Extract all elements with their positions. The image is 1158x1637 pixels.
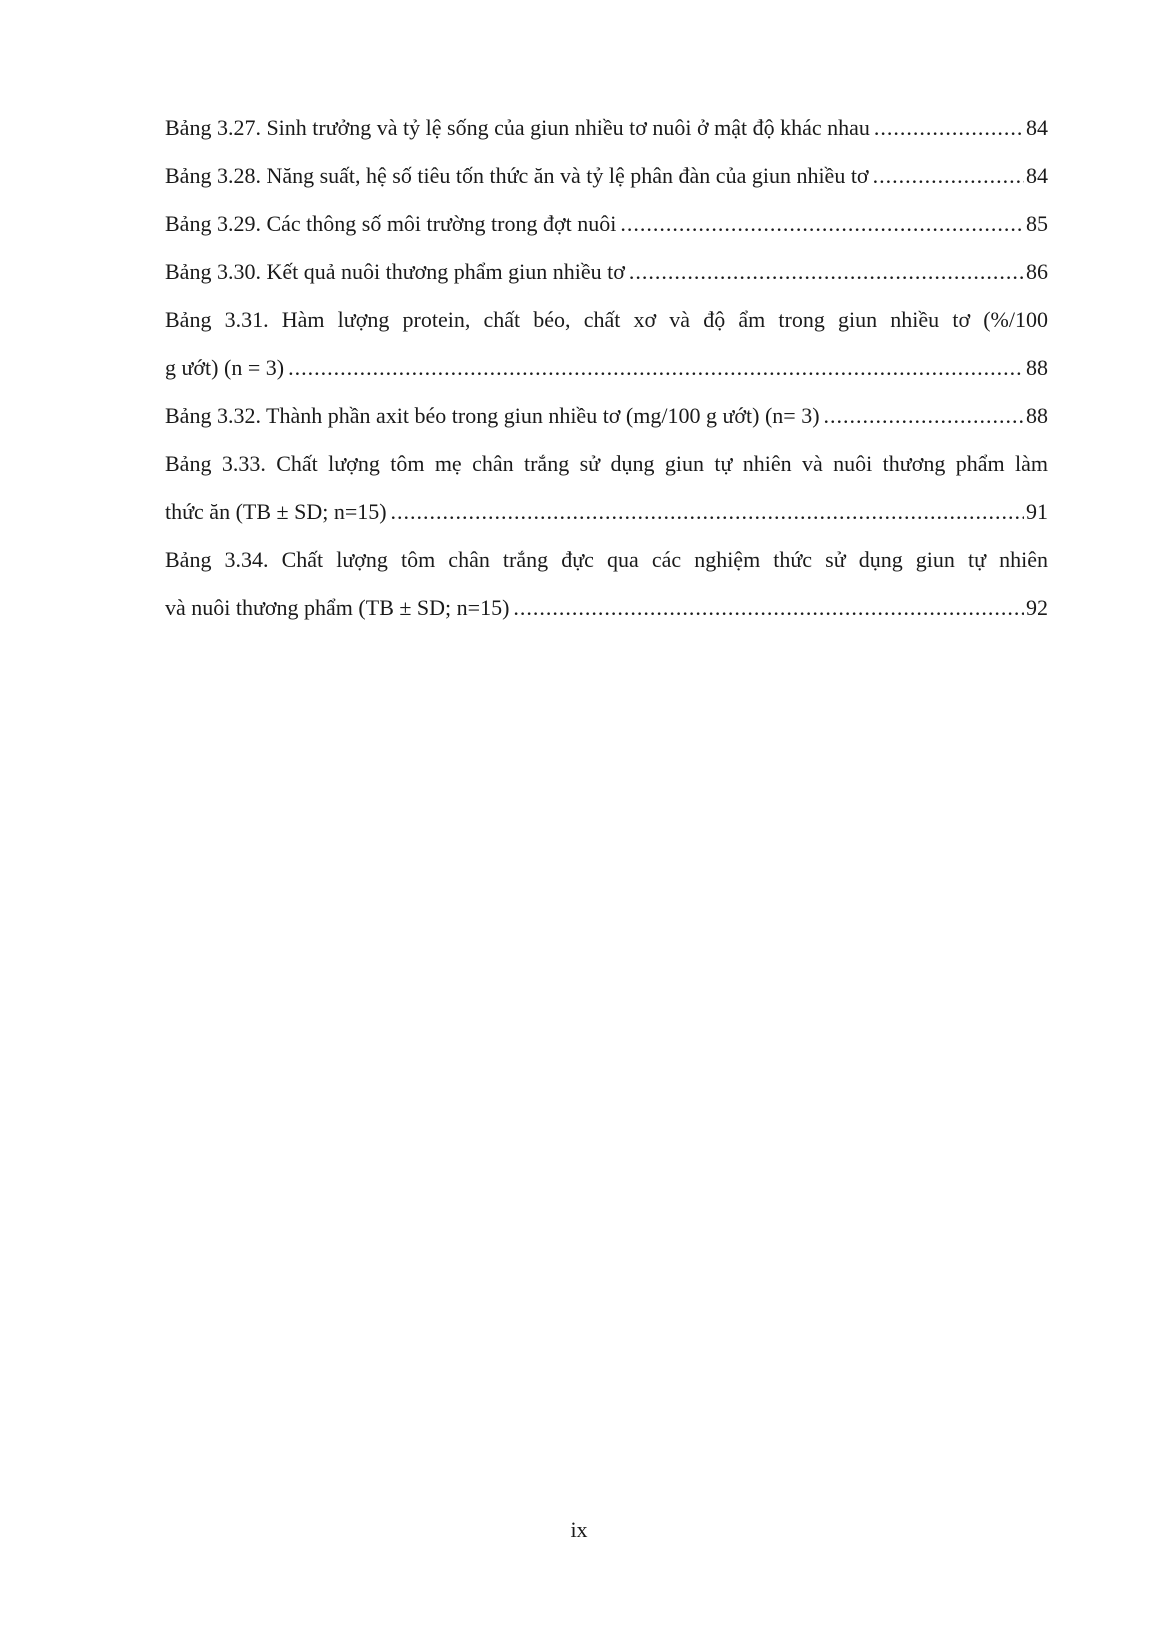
toc-entry-line (165, 248, 1048, 296)
toc-entry-title: Bảng 3.32. Thành phần axit béo trong giun nhiều tơ (mg/100 g ướt) (n= 3) (165, 403, 820, 428)
toc-entry-3-32[interactable] (165, 392, 1048, 440)
toc-entry-line (165, 584, 1048, 632)
list-of-tables (165, 104, 1048, 632)
toc-entry-3-33[interactable] (165, 440, 1048, 536)
toc-entry-3-28[interactable] (165, 152, 1048, 200)
toc-entry-page: 88 (1026, 403, 1048, 428)
dot-leader (620, 200, 1024, 248)
toc-entry-page: 91 (1026, 499, 1048, 524)
page-number: ix (570, 1517, 588, 1542)
toc-entry-title-line2: g ướt) (n = 3) (165, 355, 285, 380)
toc-entry-3-29[interactable] (165, 200, 1048, 248)
toc-entry-title-line2: và nuôi thương phẩm (TB ± SD; n=15) (165, 595, 510, 620)
toc-entry-line (165, 344, 1048, 392)
toc-entry-line (165, 152, 1048, 200)
toc-entry-3-30[interactable] (165, 248, 1048, 296)
toc-entry-page: 88 (1026, 355, 1048, 380)
toc-entry-line (165, 104, 1048, 152)
dot-leader (873, 152, 1024, 200)
dot-leader (513, 584, 1024, 632)
toc-entry-title-line1: Bảng 3.33. Chất lượng tôm mẹ chân trắng sử dụng giun tự nhiên và nuôi thương phẩm làm (165, 451, 1048, 476)
toc-entry-page: 92 (1026, 595, 1048, 620)
toc-entry-line (165, 488, 1048, 536)
toc-entry-page: 86 (1026, 259, 1048, 284)
toc-entry-title: Bảng 3.27. Sinh trưởng và tỷ lệ sống của giun nhiều tơ nuôi ở mật độ khác nhau (165, 115, 870, 140)
toc-entry-title-line1: Bảng 3.34. Chất lượng tôm chân trắng đực qua các nghiệm thức sử dụng giun tự nhiên (165, 547, 1048, 572)
toc-entry-page: 85 (1026, 211, 1048, 236)
toc-entry-3-34[interactable] (165, 536, 1048, 632)
toc-entry-title: Bảng 3.30. Kết quả nuôi thương phẩm giun nhiều tơ (165, 259, 625, 284)
toc-entry-page: 84 (1026, 163, 1048, 188)
dot-leader (629, 248, 1024, 296)
dot-leader (874, 104, 1024, 152)
toc-entry-line (165, 200, 1048, 248)
dot-leader (824, 392, 1024, 440)
toc-entry-title-line2: thức ăn (TB ± SD; n=15) (165, 499, 387, 524)
toc-entry-3-31[interactable] (165, 296, 1048, 392)
toc-entry-page: 84 (1026, 115, 1048, 140)
toc-entry-3-27[interactable] (165, 104, 1048, 152)
toc-entry-title-line1: Bảng 3.31. Hàm lượng protein, chất béo, chất xơ và độ ẩm trong giun nhiều tơ (%/100 (165, 307, 1048, 332)
toc-entry-title: Bảng 3.29. Các thông số môi trường trong đợt nuôi (165, 211, 617, 236)
toc-entry-line (165, 392, 1048, 440)
toc-entry-title: Bảng 3.28. Năng suất, hệ số tiêu tốn thức ăn và tỷ lệ phân đàn của giun nhiều tơ (165, 163, 869, 188)
dot-leader (288, 344, 1024, 392)
dot-leader (391, 488, 1024, 536)
